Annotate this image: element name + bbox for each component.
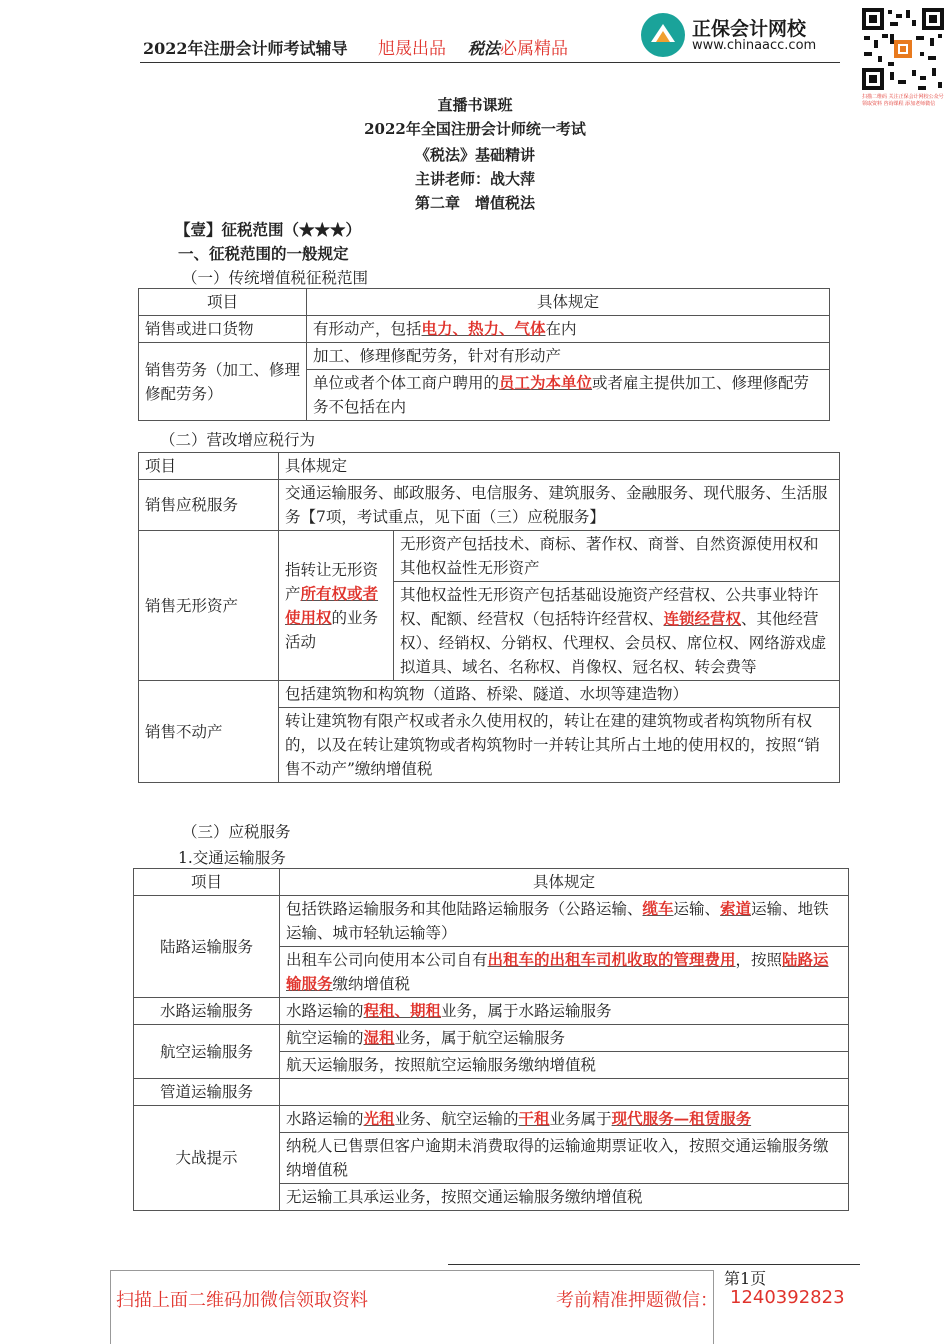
table-row <box>139 343 830 370</box>
highlight-text: 缆车 <box>642 899 674 918</box>
exam-title: 2022年全国注册会计师统一考试 <box>364 120 586 138</box>
table-cell: 包括建筑物和构筑物（道路、桥梁、隧道、水坝等建造物） <box>279 681 840 708</box>
table-cell: 单位或者个体工商户聘用的员工为本单位或者雇主提供加工、修理修配劳务不包括在内 <box>307 370 830 421</box>
table-cell: 水路运输的程租、期租业务，属于水路运输服务 <box>280 998 849 1025</box>
highlight-text: 出租车的出租车司机收取的管理费用 <box>487 950 736 969</box>
table-row <box>139 531 840 582</box>
table-cell: 管道运输服务 <box>134 1079 280 1106</box>
table-cell: 销售无形资产 <box>139 531 279 681</box>
highlight-text: 电力、热力、气体 <box>421 319 546 338</box>
highlight-text: 索道 <box>720 899 752 918</box>
footer-rule <box>448 1264 860 1265</box>
table-cell: 有形动产，包括电力、热力、气体在内 <box>307 316 830 343</box>
qr-caption-2: 领取资料 咨询课程 添加老师微信 <box>862 101 936 107</box>
section-heading-5: （三）应税服务 <box>182 823 291 841</box>
footer-right-label: 考前精准押题微信： <box>556 1290 718 1311</box>
logo-url: www.chinaacc.com <box>692 38 817 53</box>
qr-caption-1: 扫描二维码 关注正保会计网校公众号 <box>862 94 944 100</box>
logo-icon <box>640 12 686 58</box>
table-header-row <box>134 869 849 896</box>
chapter-title: 第二章 增值税法 <box>414 194 535 212</box>
table-cell: 航空运输的湿租业务，属于航空运输服务 <box>280 1025 849 1052</box>
table-cell: 航空运输服务 <box>134 1025 280 1079</box>
course-title: 直播书课班 <box>437 96 513 114</box>
highlight-text: 湿租 <box>363 1028 395 1047</box>
table-cell: 水路运输服务 <box>134 998 280 1025</box>
header-mid-text-3: 必属精品 <box>500 39 568 59</box>
teacher-title: 主讲老师：战大萍 <box>414 170 535 188</box>
table-cell: 纳税人已售票但客户逾期未消费取得的运输逾期票证收入，按照交通运输服务缴纳增值税 <box>280 1133 849 1184</box>
table-cell: 大战提示 <box>134 1106 280 1211</box>
table-cell: 销售应税服务 <box>139 480 279 531</box>
section-heading-4: （二）营改增应税行为 <box>160 431 316 449</box>
section-heading-2: 一、征税范围的一般规定 <box>178 244 349 263</box>
highlight-text: 程租、期租 <box>363 1001 442 1020</box>
table-row <box>139 480 840 531</box>
section-heading-3: （一）传统增值税征税范围 <box>182 269 369 287</box>
table-cell: 陆路运输服务 <box>134 896 280 998</box>
table-row <box>134 896 849 947</box>
table-header-cell: 项目 <box>139 453 279 480</box>
header-left-title: 2022年注册会计师考试辅导 <box>143 39 348 58</box>
table-cell: 转让建筑物有限产权或者永久使用权的，转让在建的建筑物或者构筑物所有权的，以及在转让建筑物或者构筑物时一并转让其所占土地的使用权的，按照“销售不动产”缴纳增值税 <box>279 708 840 783</box>
table-transport-services <box>133 868 849 1211</box>
table-cell: 航天运输服务，按照航空运输服务缴纳增值税 <box>280 1052 849 1079</box>
table-header-row <box>139 453 840 480</box>
highlight-text: 所有权或者使用权 <box>285 583 379 627</box>
highlight-text: 陆路运输服务 <box>286 950 829 993</box>
qr-code <box>860 6 946 92</box>
table-cell: 水路运输的光租业务、航空运输的干租业务属于现代服务—租赁服务 <box>280 1106 849 1133</box>
table-row <box>134 1079 849 1106</box>
header-mid-text-2: 税法 <box>468 39 501 58</box>
table-vat-reform-behaviors <box>138 452 840 783</box>
highlight-text: 光租 <box>363 1109 395 1128</box>
table-cell: 其他权益性无形资产包括基础设施资产经营权、公共事业特许权、配额、经营权（包括特许经营权、连锁经营权、其他经营权）、经销权、分销权、代理权、会员权、席位权、网络游戏虚拟道具、域名、名称权、肖像权、冠名权、转会费等 <box>394 582 840 681</box>
table-cell: 销售劳务（加工、修理修配劳务） <box>139 343 307 421</box>
section-heading-1: 【壹】征税范围（★★★） <box>175 220 362 239</box>
table-cell: 出租车公司向使用本公司自有出租车的出租车司机收取的管理费用，按照陆路运输服务缴纳增值税 <box>280 947 849 998</box>
table-header-cell: 具体规定 <box>279 453 840 480</box>
header-mid-text-1: 旭晟出品 <box>378 39 446 59</box>
footer-left-promo: 扫描上面二维码加微信领取资料 <box>116 1290 368 1311</box>
table-cell: 无运输工具承运业务，按照交通运输服务缴纳增值税 <box>280 1184 849 1211</box>
table-cell: 无形资产包括技术、商标、著作权、商誉、自然资源使用权和其他权益性无形资产 <box>394 531 840 582</box>
footer-wechat-number: 1240392823 <box>730 1287 845 1308</box>
header-rule <box>140 62 840 63</box>
table-traditional-vat-scope <box>138 288 830 421</box>
table-header-cell: 项目 <box>139 289 307 316</box>
table-cell <box>280 1079 849 1106</box>
table-row <box>139 316 830 343</box>
table-row <box>134 998 849 1025</box>
table-header-row <box>139 289 830 316</box>
page-number: 第1页 <box>724 1269 767 1288</box>
table-cell: 包括铁路运输服务和其他陆路运输服务（公路运输、缆车运输、索道运输、地铁运输、城市轻轨运输等） <box>280 896 849 947</box>
table-row <box>134 1106 849 1133</box>
table-cell: 指转让无形资产所有权或者使用权的业务活动 <box>279 531 394 681</box>
table-header-cell: 具体规定 <box>307 289 830 316</box>
table-cell: 加工、修理修配劳务，针对有形动产 <box>307 343 830 370</box>
highlight-text: 干租 <box>518 1109 550 1128</box>
table-cell: 销售或进口货物 <box>139 316 307 343</box>
table-row <box>134 1025 849 1052</box>
table-header-cell: 具体规定 <box>280 869 849 896</box>
table-row <box>139 681 840 708</box>
highlight-text: 员工为本单位 <box>499 373 593 392</box>
subject-title: 《税法》基础精讲 <box>414 146 535 164</box>
logo-name: 正保会计网校 <box>692 18 807 40</box>
table-cell: 销售不动产 <box>139 681 279 783</box>
highlight-text: 现代服务—租赁服务 <box>611 1109 752 1128</box>
table-cell: 交通运输服务、邮政服务、电信服务、建筑服务、金融服务、现代服务、生活服务【7项，考试重点，见下面（三）应税服务】 <box>279 480 840 531</box>
highlight-text: 连锁经营权 <box>663 609 742 628</box>
section-heading-6: 1.交通运输服务 <box>178 849 286 867</box>
table-header-cell: 项目 <box>134 869 280 896</box>
